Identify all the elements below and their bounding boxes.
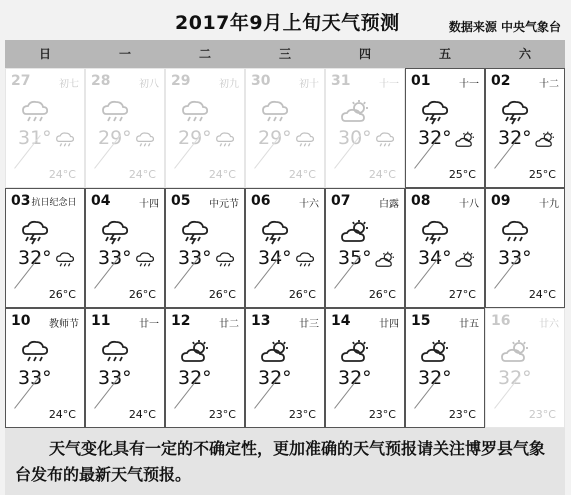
lunar-label: 抗日纪念日 [31,198,77,208]
day-number: 07 [331,193,351,209]
low-temp: 24°C [288,168,316,181]
lunar-label: 廿四 [379,319,399,330]
thunder-rain-icon [20,219,50,245]
lunar-label: 廿五 [459,319,479,330]
low-temp: 26°C [48,288,76,301]
partly-cloudy-icon [340,99,370,125]
day-number: 16 [491,313,511,329]
low-temp: 24°C [128,168,156,181]
day-number: 10 [11,313,31,329]
day-cell [325,68,405,188]
low-temp: 25°C [448,168,476,181]
forecast-calendar [5,68,565,428]
low-temp: 24°C [48,168,76,181]
day-number: 12 [171,313,191,329]
high-temp: 33° [98,247,132,269]
day-cell [5,188,85,308]
day-cell [405,308,485,428]
thunder-rain-icon [420,99,450,125]
low-temp: 25°C [528,168,556,181]
thunder-rain-icon [180,219,210,245]
lunar-label: 十二 [539,79,559,90]
low-temp: 24°C [528,288,556,301]
rain-icon [134,131,156,149]
rain-icon [20,339,50,365]
day-cell [485,188,565,308]
high-temp: 31° [18,127,52,149]
high-temp: 29° [258,127,292,149]
high-temp: 34° [258,247,292,269]
lunar-label: 十九 [539,199,559,210]
footer-text: 天气变化具有一定的不确定性，更加准确的天气预报请关注博罗县气象台发布的最新天气预报。 [15,439,546,484]
high-temp: 35° [338,247,372,269]
day-number: 13 [251,313,271,329]
low-temp: 26°C [368,288,396,301]
day-cell [5,308,85,428]
lunar-label: 初七 [59,79,79,90]
day-cell [325,188,405,308]
thunder-rain-icon [260,219,290,245]
thunder-rain-icon [500,99,530,125]
day-cell [165,188,245,308]
lunar-label: 十一 [459,79,479,90]
low-temp: 23°C [528,408,556,421]
day-number: 09 [491,193,511,209]
partly-cloudy-icon [454,131,476,149]
high-temp: 29° [98,127,132,149]
partly-cloudy-icon [340,219,370,245]
weekday-label: 日 [38,47,51,61]
rain-icon [134,251,156,269]
footer-note [5,428,565,495]
low-temp: 24°C [208,168,236,181]
rain-icon [294,251,316,269]
rain-icon [180,99,210,125]
high-temp: 29° [178,127,212,149]
high-temp: 32° [418,367,452,389]
day-cell [405,188,485,308]
lunar-label: 初八 [139,79,159,90]
high-temp: 33° [98,367,132,389]
lunar-label: 白露 [379,199,399,210]
lunar-label: 十六 [299,199,319,210]
partly-cloudy-icon [534,131,556,149]
high-temp: 32° [18,247,52,269]
high-temp: 32° [258,367,292,389]
day-cell [85,188,165,308]
lunar-label: 十一 [379,79,399,90]
high-temp: 32° [498,127,532,149]
lunar-label: 中元节 [209,199,239,210]
partly-cloudy-icon [260,339,290,365]
rain-icon [374,131,396,149]
day-number: 05 [171,193,191,209]
lunar-label: 十四 [139,199,159,210]
rain-icon [214,251,236,269]
weekday-header [5,40,565,68]
lunar-label: 廿三 [299,319,319,330]
day-number: 14 [331,313,351,329]
lunar-label: 初十 [299,79,319,90]
day-number: 29 [171,73,191,89]
page-title: 2017年9月上旬天气预测 [175,12,400,34]
lunar-label: 廿二 [219,319,239,330]
partly-cloudy-icon [454,251,476,269]
low-temp: 26°C [128,288,156,301]
rain-icon [54,131,76,149]
high-temp: 32° [418,127,452,149]
rain-icon [100,339,130,365]
weekday-label: 四 [358,47,371,61]
rain-icon [214,131,236,149]
high-temp: 32° [178,367,212,389]
weekday-label: 六 [518,47,531,61]
lunar-label: 廿一 [139,319,159,330]
day-number: 27 [11,73,31,89]
weekday-label: 二 [198,47,211,61]
lunar-label: 教师节 [49,319,79,330]
day-number: 01 [411,73,431,89]
day-number: 02 [491,73,511,89]
high-temp: 33° [178,247,212,269]
day-number: 28 [91,73,111,89]
day-number: 03抗日纪念日 [11,193,77,209]
partly-cloudy-icon [340,339,370,365]
partly-cloudy-icon [420,339,450,365]
low-temp: 23°C [288,408,316,421]
rain-icon [260,99,290,125]
day-number: 04 [91,193,111,209]
low-temp: 24°C [128,408,156,421]
rain-icon [294,131,316,149]
low-temp: 23°C [208,408,236,421]
weekday-label: 一 [118,47,131,61]
weekday-label: 五 [438,47,451,61]
rain-icon [54,251,76,269]
thunder-rain-icon [420,219,450,245]
high-temp: 33° [18,367,52,389]
weekday-label: 三 [278,47,291,61]
lunar-label: 初九 [219,79,239,90]
day-number: 11 [91,313,111,329]
day-cell [5,68,85,188]
high-temp: 32° [498,367,532,389]
day-number: 06 [251,193,271,209]
low-temp: 26°C [208,288,236,301]
data-source-label: 数据来源 中央气象台 [448,20,561,34]
day-cell [245,308,325,428]
low-temp: 27°C [448,288,476,301]
day-cell [325,308,405,428]
day-cell [165,308,245,428]
low-temp: 23°C [368,408,396,421]
rain-icon [100,99,130,125]
day-number: 08 [411,193,431,209]
partly-cloudy-icon [180,339,210,365]
day-cell [405,68,485,188]
day-cell [485,68,565,188]
rain-icon [20,99,50,125]
day-cell [245,68,325,188]
high-temp: 30° [338,127,372,149]
high-temp: 33° [498,247,532,269]
day-cell [485,308,565,428]
low-temp: 26°C [288,288,316,301]
day-number: 15 [411,313,431,329]
day-cell [165,68,245,188]
day-cell [245,188,325,308]
low-temp: 23°C [448,408,476,421]
thunder-rain-icon [100,219,130,245]
lunar-label: 廿六 [539,319,559,330]
day-cell [85,308,165,428]
day-number: 31 [331,73,351,89]
high-temp: 32° [338,367,372,389]
low-temp: 24°C [48,408,76,421]
partly-cloudy-icon [500,339,530,365]
day-cell [85,68,165,188]
lunar-label: 十八 [459,199,479,210]
partly-cloudy-icon [374,251,396,269]
rain-icon [500,219,530,245]
high-temp: 34° [418,247,452,269]
day-number: 30 [251,73,271,89]
low-temp: 24°C [368,168,396,181]
